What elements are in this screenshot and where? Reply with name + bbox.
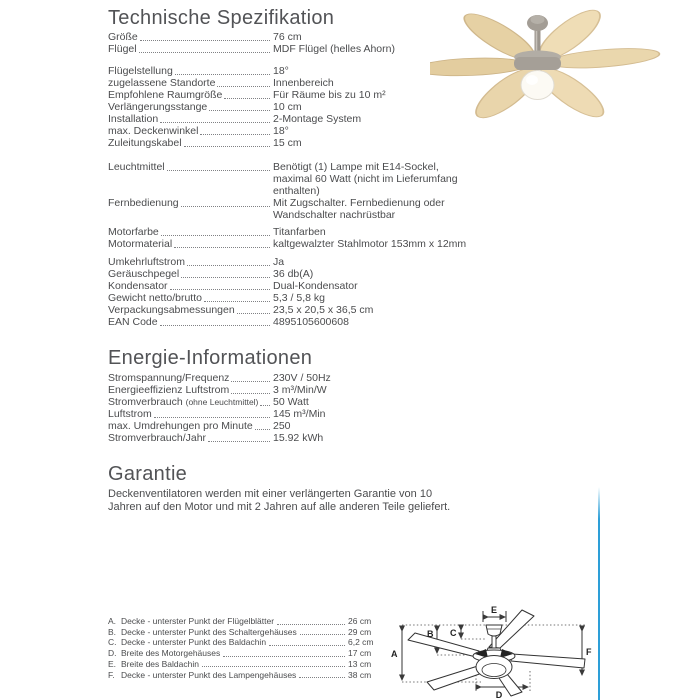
spec-value: Ja — [273, 256, 285, 268]
spec-row — [108, 408, 473, 420]
spec-value: Mit Zugschalter. Fernbedienung oder Wandschalter nachrüstbar — [273, 197, 445, 221]
spec-label: Motorfarbe — [108, 226, 159, 238]
dotted-leader — [200, 125, 270, 135]
dotted-leader — [224, 89, 270, 99]
spec-label: Zuleitungskabel — [108, 137, 182, 149]
spec-label: Verlängerungsstange — [108, 101, 208, 113]
spec-row — [108, 43, 473, 55]
tech-spec-title: Technische Spezifikation — [108, 7, 335, 29]
spec-value: 10 cm — [273, 101, 302, 113]
energy-title: Energie-Informationen — [108, 347, 313, 369]
spec-value: Dual-Kondensator — [273, 280, 358, 292]
spec-label: Fernbedienung — [108, 197, 179, 209]
dimension-label: Decke - unterster Punkt des Lampengehäuses — [121, 669, 297, 680]
spec-value: 76 cm — [273, 31, 302, 43]
dotted-leader — [174, 238, 270, 248]
spec-group-light-remote — [108, 161, 473, 221]
spec-value: MDF Flügel (helles Ahorn) — [273, 43, 395, 55]
dotted-leader — [161, 226, 270, 236]
fan-line-drawing — [408, 610, 585, 696]
spec-label: Energieeffizienz Luftstrom — [108, 384, 230, 396]
spec-group-misc — [108, 256, 473, 328]
dimension-value: 17 cm — [348, 648, 372, 659]
spec-value: 250 — [273, 420, 291, 432]
spec-value: 4895105600608 — [273, 316, 349, 328]
spec-value: 18° — [273, 65, 289, 77]
spec-value: 3 m³/Min/W — [273, 384, 327, 396]
fan-product-photo — [430, 2, 695, 135]
spec-value: Innenbereich — [273, 77, 334, 89]
spec-row — [108, 161, 473, 197]
spec-label: Flügelstellung — [108, 65, 173, 77]
dimension-row — [108, 670, 380, 681]
dotted-leader — [237, 304, 270, 314]
fan-dimension-diagram — [389, 597, 605, 700]
dotted-leader — [140, 31, 270, 41]
dotted-leader — [187, 256, 270, 266]
spec-row — [108, 31, 473, 43]
spec-label: Installation — [108, 113, 159, 125]
dotted-leader — [167, 161, 270, 171]
dimension-label: Decke - unterster Punkt der Flügelblätter — [121, 616, 275, 626]
spec-row — [108, 304, 473, 316]
spec-label: Luftstrom — [108, 408, 152, 420]
fan-canopy — [527, 15, 548, 31]
dotted-leader — [160, 316, 270, 326]
spec-value: 15 cm — [273, 137, 302, 149]
spec-group-installation — [108, 65, 473, 149]
spec-row — [108, 396, 473, 408]
spec-label: Verpackungsabmessungen — [108, 304, 235, 316]
dimension-row — [108, 648, 380, 659]
spec-label: max. Deckenwinkel — [108, 125, 199, 137]
dotted-leader — [209, 101, 270, 111]
dimension-letter: B. — [108, 626, 117, 637]
dotted-leader — [223, 648, 345, 657]
spec-label: Flügel — [108, 43, 137, 55]
dotted-leader — [181, 268, 270, 278]
spec-row — [108, 420, 473, 432]
spec-value: Benötigt (1) Lampe mit E14-Sockel, maximal 60 Watt (nicht im Lieferumfang enthalten) — [273, 161, 458, 197]
dotted-leader — [175, 65, 270, 75]
spec-row — [108, 226, 473, 238]
spec-label: max. Umdrehungen pro Minute — [108, 420, 253, 432]
dotted-leader — [231, 384, 270, 394]
spec-row — [108, 77, 473, 89]
dimension-row — [108, 616, 380, 627]
spec-label: Motormaterial — [108, 238, 173, 250]
spec-column — [108, 6, 473, 513]
spec-row — [108, 432, 473, 444]
dimension-value: 6,2 cm — [348, 637, 374, 648]
spec-row — [108, 101, 473, 113]
spec-row — [108, 238, 473, 250]
dimension-label: Decke - unterster Punkt des Schaltergehäuses — [121, 626, 297, 637]
spec-group-basic — [108, 31, 473, 55]
dotted-leader — [202, 659, 345, 668]
dimension-letter: E. — [108, 658, 117, 669]
dimension-letter: A. — [108, 616, 117, 626]
spec-value: kaltgewalzter Stahlmotor 153mm x 12mm — [273, 238, 467, 250]
spec-label: Empfohlene Raumgröße — [108, 89, 223, 101]
svg-text:E: E — [490, 605, 498, 615]
spec-group-motor — [108, 226, 473, 250]
dotted-leader — [300, 627, 345, 636]
spec-label: Kondensator — [108, 280, 168, 292]
dotted-leader — [181, 197, 270, 207]
svg-text:F: F — [586, 647, 592, 657]
dimension-letter: F. — [108, 669, 115, 680]
warranty-title: Garantie — [108, 463, 188, 485]
svg-text:A: A — [391, 649, 398, 659]
dimension-value: 29 cm — [348, 626, 372, 637]
spec-value: 18° — [273, 125, 289, 137]
svg-text:B: B — [427, 629, 434, 639]
spec-label: Umkehrluftstrom — [108, 256, 186, 268]
dimension-value: 38 cm — [348, 669, 372, 680]
svg-text:D: D — [495, 690, 503, 700]
dotted-leader — [204, 292, 270, 302]
spec-value: 5,3 / 5,8 kg — [273, 292, 325, 304]
dotted-leader — [255, 420, 270, 430]
spec-label: Leuchtmittel — [108, 161, 165, 173]
spec-row — [108, 256, 473, 268]
dotted-leader — [277, 616, 345, 625]
dimension-row — [108, 627, 380, 638]
warranty-text: Deckenventilatoren werden mit einer verlängerten Garantie von 10 Jahren auf den Motor und mit 2 Jahren auf alle anderen Teile geliefert. — [108, 488, 451, 513]
dimension-value: 13 cm — [348, 658, 372, 669]
dimension-label: Decke - unterster Punkt des Baldachin — [121, 637, 267, 648]
spec-value: 15.92 kWh — [273, 432, 324, 444]
fan-light-globe — [521, 71, 554, 100]
dotted-leader — [184, 137, 270, 147]
dimension-row — [108, 659, 380, 670]
dimension-value: 26 cm — [348, 616, 372, 626]
spec-row — [108, 89, 473, 101]
dimension-label: Breite des Baldachin — [121, 658, 199, 669]
spec-value: 36 db(A) — [273, 268, 314, 280]
dotted-leader — [231, 372, 270, 382]
spec-row — [108, 316, 473, 328]
spec-row — [108, 384, 473, 396]
spec-label: EAN Code — [108, 316, 158, 328]
spec-row — [108, 280, 473, 292]
dotted-leader — [139, 43, 270, 53]
spec-value: 2-Montage System — [273, 113, 362, 125]
spec-row — [108, 372, 473, 384]
dotted-leader — [260, 396, 270, 406]
spec-row — [108, 197, 473, 221]
dotted-leader — [154, 408, 270, 418]
spec-row — [108, 65, 473, 77]
spec-value: Titanfarben — [273, 226, 326, 238]
dotted-leader — [170, 280, 270, 290]
spec-row — [108, 268, 473, 280]
spec-row — [108, 125, 473, 137]
spec-value: 145 m³/Min — [273, 408, 326, 420]
page-edge-accent-line — [598, 487, 600, 700]
spec-row — [108, 113, 473, 125]
spec-row — [108, 292, 473, 304]
spec-label: Größe — [108, 31, 138, 43]
dotted-leader — [160, 113, 270, 123]
spec-value: 230V / 50Hz — [273, 372, 331, 384]
dotted-leader — [269, 637, 345, 646]
dimension-label: Breite des Motorgehäuses — [121, 648, 221, 659]
dimension-row — [108, 637, 380, 648]
dotted-leader — [217, 77, 270, 87]
spec-label: Stromverbrauch/Jahr — [108, 432, 207, 444]
svg-text:C: C — [450, 628, 457, 638]
fan-motor-housing — [514, 51, 561, 71]
spec-label: Stromspannung/Frequenz — [108, 372, 230, 384]
spec-group-energy — [108, 372, 473, 444]
spec-label-note: (ohne Leuchtmittel) — [185, 397, 259, 407]
spec-label: Stromverbrauch (ohne Leuchtmittel) — [108, 396, 259, 408]
spec-value: 23,5 x 20,5 x 36,5 cm — [273, 304, 374, 316]
dimension-key-list — [108, 616, 380, 680]
spec-value: Für Räume bis zu 10 m² — [273, 89, 386, 101]
dimension-letter: D. — [108, 648, 117, 659]
dimension-letter: C. — [108, 637, 117, 648]
spec-value: 50 Watt — [273, 396, 309, 408]
spec-label: Geräuschpegel — [108, 268, 180, 280]
spec-row — [108, 137, 473, 149]
dotted-leader — [299, 670, 345, 679]
dotted-leader — [208, 432, 270, 442]
spec-label: zugelassene Standorte — [108, 77, 216, 89]
spec-label: Gewicht netto/brutto — [108, 292, 202, 304]
